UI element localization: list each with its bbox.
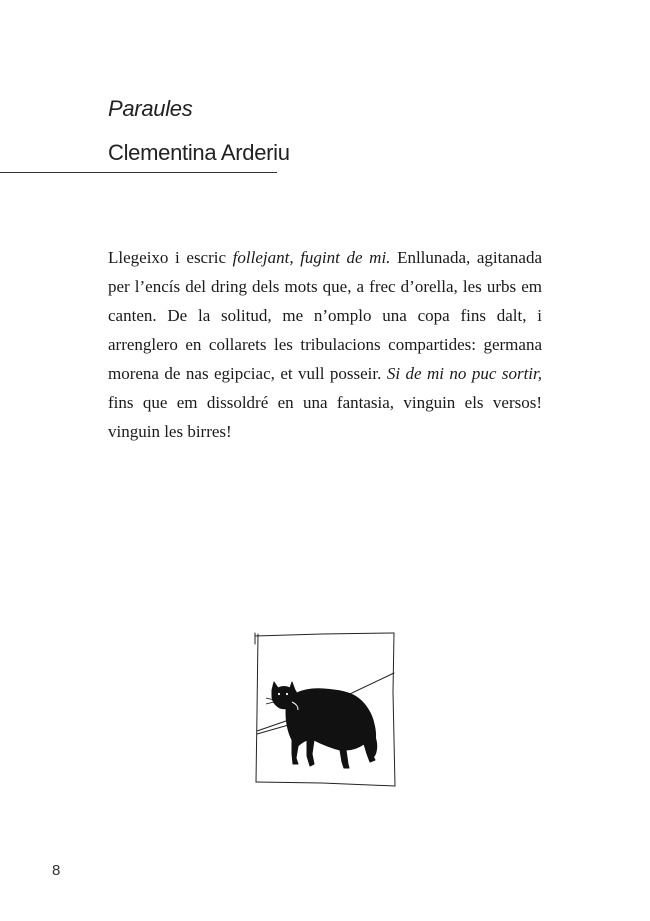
poem-text-segment: fins que em dissoldré en una fantasia, vinguin els versos! vinguin les birres! [108, 393, 542, 441]
poem-text-italic-segment: Si de mi no puc sortir, [386, 364, 542, 383]
poem-text-italic-segment: follejant, fugint de mi. [232, 248, 391, 267]
page-number: 8 [52, 862, 61, 879]
cat-illustration [252, 632, 398, 788]
poem-title: Paraules [108, 96, 193, 121]
poem-text-segment: Enllunada, agitanada per l’encís del dring dels mots que, a frec d’orella, les urbs em canten. De la solitud, me n’omplo una copa fins dalt, i arrenglero en collarets les tribulacions compartides: germana morena de nas egipciac, et vull posseir. [108, 248, 542, 383]
poem-text-segment: Llegeixo i escric [108, 248, 233, 267]
author-name: Clementina Arderiu [108, 140, 290, 165]
poem-text [108, 243, 542, 446]
cat-illustration-image [252, 632, 398, 788]
cat-figure [266, 682, 377, 768]
header-rule [0, 172, 277, 173]
